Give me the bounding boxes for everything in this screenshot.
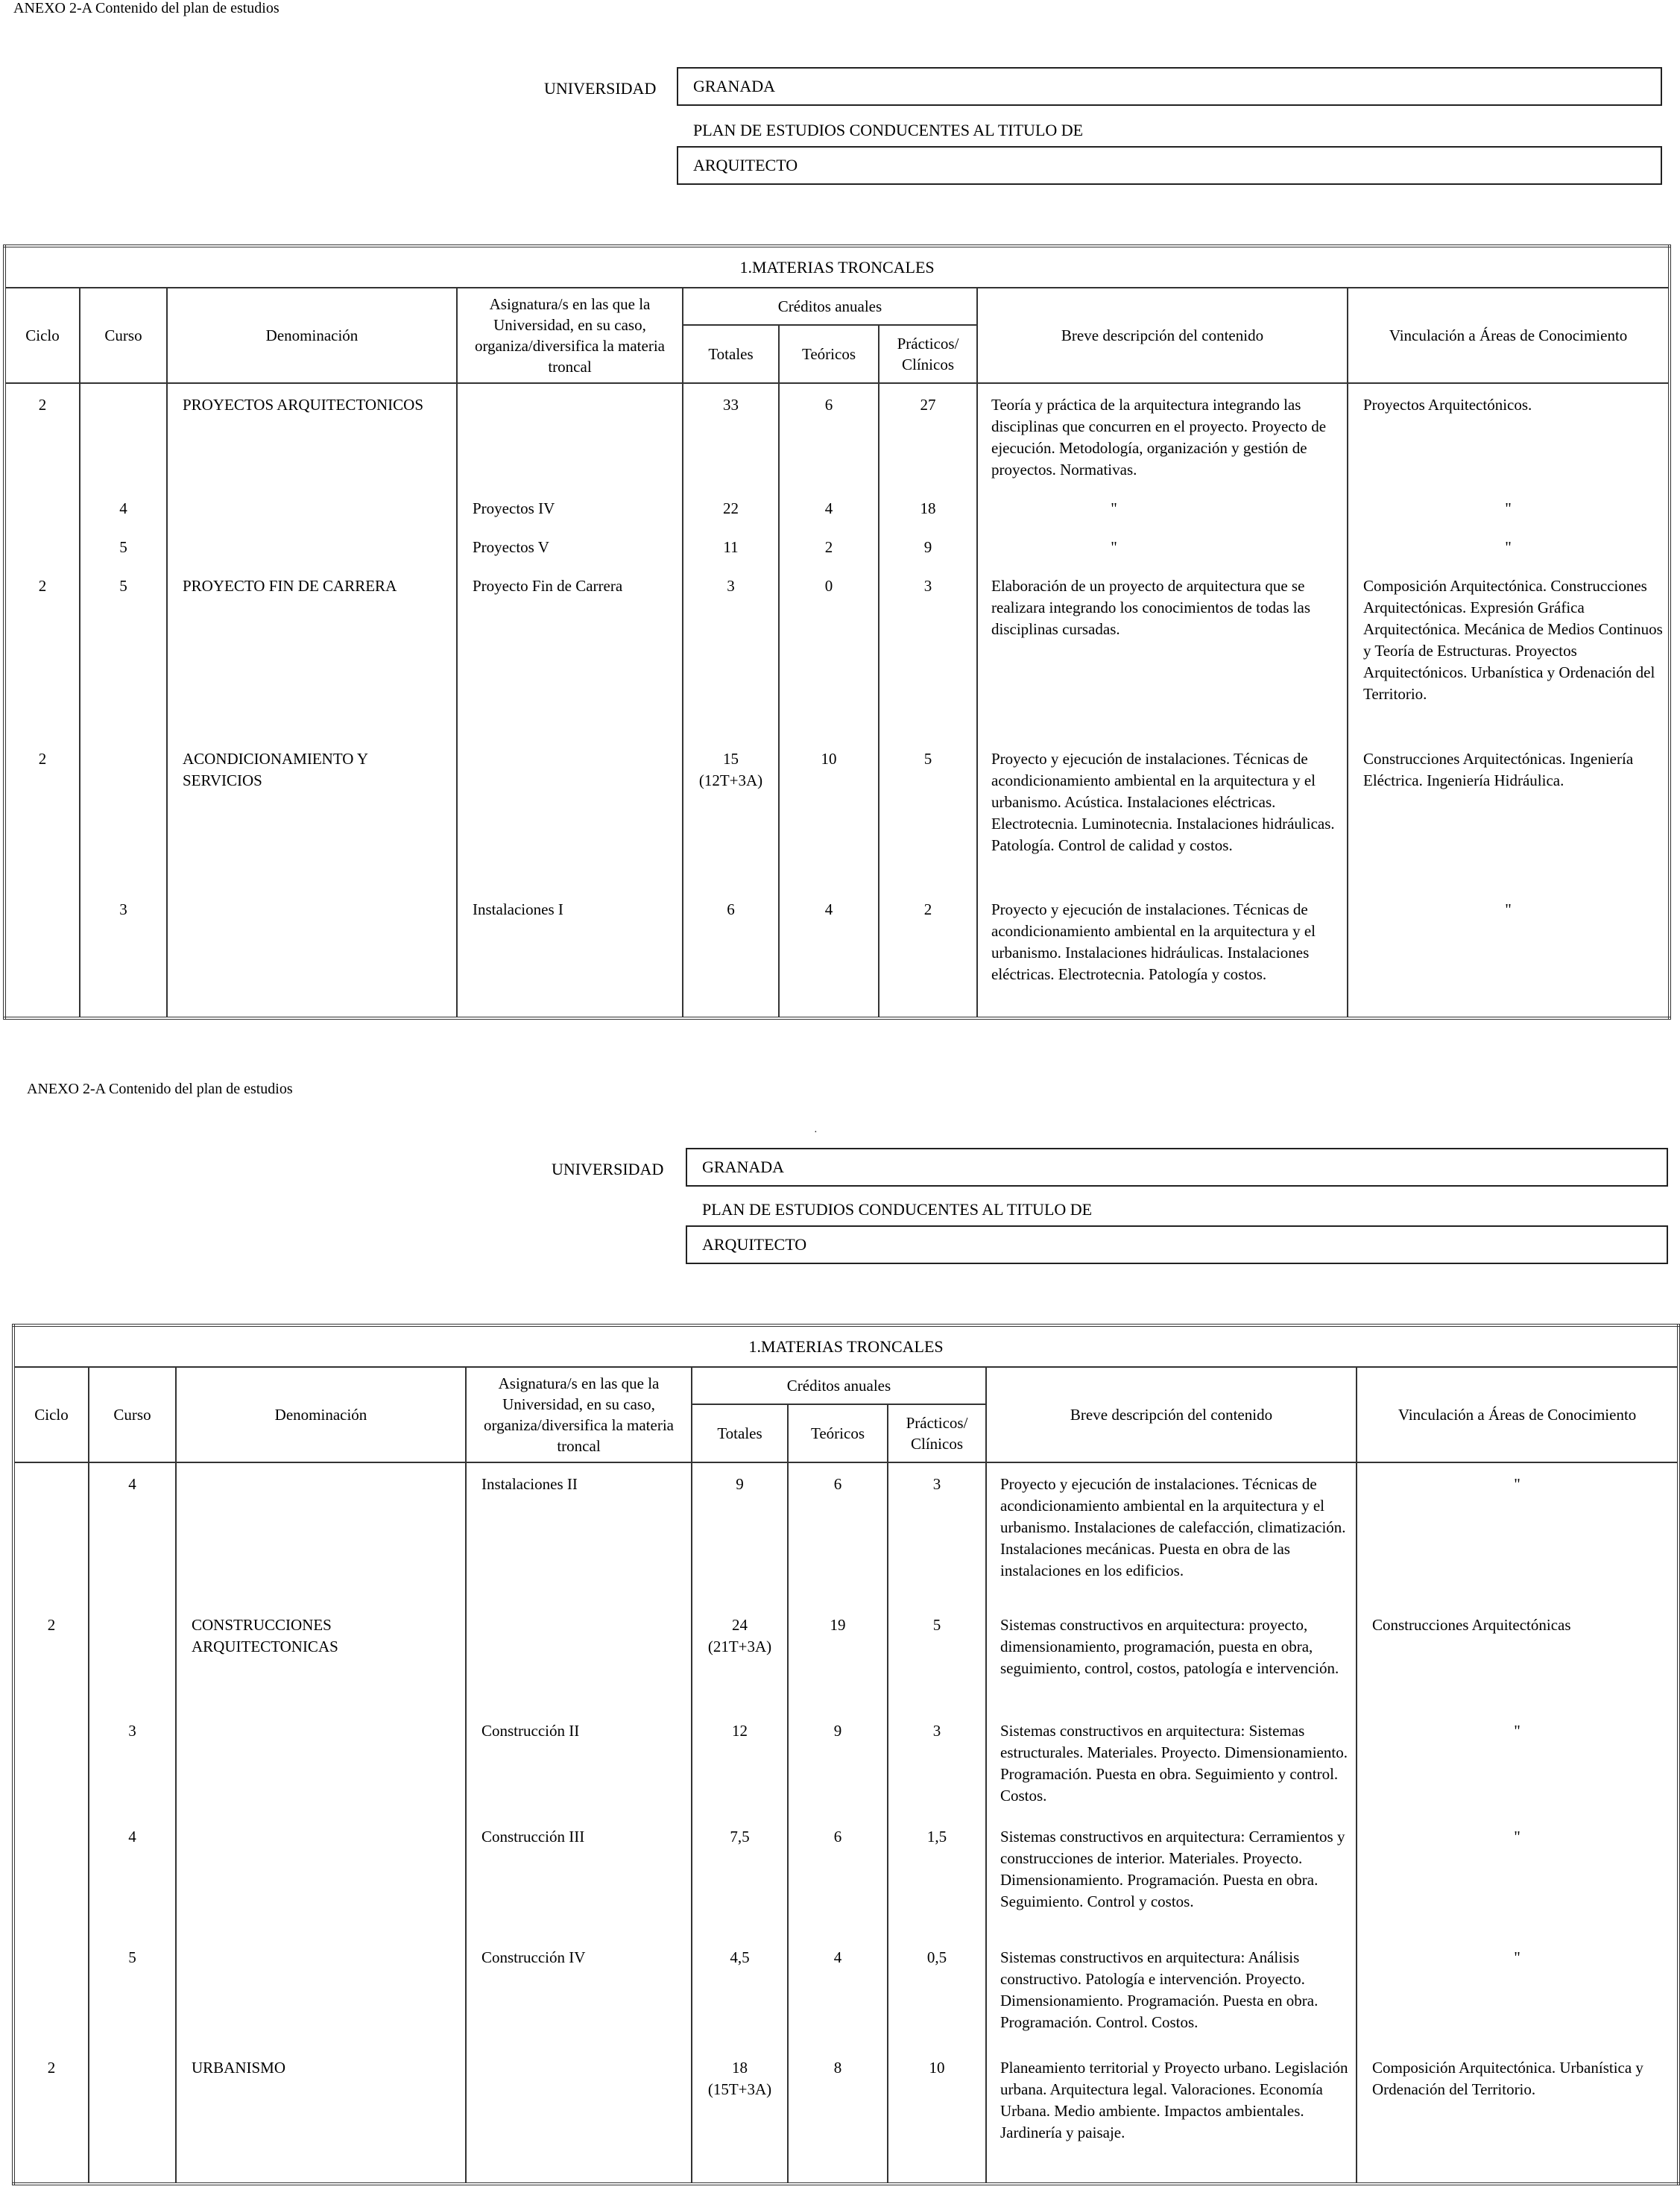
cell-ciclo: 2 (4, 748, 80, 899)
cell-totales: 6 (683, 899, 779, 1018)
plan-label: PLAN DE ESTUDIOS CONDUCENTES AL TITULO DE (693, 121, 1084, 139)
cell-vinculacion: " (1348, 537, 1670, 575)
table-title: 1.MATERIAS TRONCALES (4, 246, 1670, 288)
cell-descripcion: Sistemas constructivos en arquitectura: Sistemas estructurales. Materiales. Proyecto. Dimensionamiento. Programación. Puesta en obra. Seguimiento y control. Costos. (986, 1720, 1357, 1826)
header-creditos: Créditos anuales (683, 288, 977, 325)
header-curso: Curso (80, 288, 167, 383)
table-row (4, 537, 1670, 575)
table-row (4, 383, 1670, 498)
titulo-field: ARQUITECTO (686, 1225, 1668, 1264)
table-row (4, 575, 1670, 748)
cell-denominacion: PROYECTOS ARQUITECTONICOS (167, 383, 457, 498)
header-vinculacion: Vinculación a Áreas de Conocimiento (1348, 288, 1670, 383)
cell-practicos: 3 (888, 1462, 986, 1614)
cell-practicos: 0,5 (888, 1947, 986, 2057)
cell-teoricos: 6 (779, 383, 879, 498)
table-title: 1.MATERIAS TRONCALES (13, 1325, 1679, 1367)
cell-curso: 3 (80, 899, 167, 1018)
cell-vinculacion: " (1357, 1720, 1679, 1826)
cell-descripcion: " (977, 537, 1348, 575)
cell-asignatura (457, 748, 683, 899)
cell-teoricos: 2 (779, 537, 879, 575)
table-row (13, 1614, 1679, 1720)
cell-ciclo: 2 (13, 1614, 89, 1720)
header-curso: Curso (89, 1367, 176, 1462)
header-descripcion: Breve descripción del contenido (977, 288, 1348, 383)
cell-totales: 4,5 (692, 1947, 788, 2057)
cell-totales: 9 (692, 1462, 788, 1614)
universidad-field: GRANADA (686, 1148, 1668, 1187)
header-asignatura: Asignatura/s en las que la Universidad, en su caso, organiza/diversifica la materia troncal (457, 288, 683, 383)
cell-curso: 3 (89, 1720, 176, 1826)
cell-teoricos: 19 (788, 1614, 888, 1720)
cell-curso: 5 (80, 575, 167, 748)
materias-table (3, 244, 1671, 1020)
cell-curso (89, 2057, 176, 2184)
cell-denominacion (167, 537, 457, 575)
cell-practicos: 3 (879, 575, 977, 748)
cell-totales: 24 (21T+3A) (692, 1614, 788, 1720)
cell-teoricos: 4 (788, 1947, 888, 2057)
cell-asignatura (466, 2057, 692, 2184)
header-practicos: Prácticos/ Clínicos (888, 1404, 986, 1462)
cell-practicos: 2 (879, 899, 977, 1018)
cell-asignatura: Instalaciones I (457, 899, 683, 1018)
header-ciclo: Ciclo (4, 288, 80, 383)
cell-ciclo (4, 498, 80, 537)
cell-teoricos: 10 (779, 748, 879, 899)
cell-ciclo (4, 899, 80, 1018)
cell-denominacion: URBANISMO (176, 2057, 466, 2184)
cell-denominacion (176, 1826, 466, 1947)
cell-descripcion: Proyecto y ejecución de instalaciones. Técnicas de acondicionamiento ambiental en la arquitectura y el urbanismo. Acústica. Instalaciones eléctricas. Electrotecnia. Luminotecnia. Instalaciones hidráulicas. Patología. Control de calidad y costos. (977, 748, 1348, 899)
cell-curso (80, 748, 167, 899)
cell-teoricos: 6 (788, 1462, 888, 1614)
cell-vinculacion: Construcciones Arquitectónicas. Ingeniería Eléctrica. Ingeniería Hidráulica. (1348, 748, 1670, 899)
cell-ciclo: 2 (4, 575, 80, 748)
cell-curso: 5 (89, 1947, 176, 2057)
cell-asignatura: Proyectos IV (457, 498, 683, 537)
cell-denominacion (176, 1462, 466, 1614)
cell-asignatura (457, 383, 683, 498)
cell-practicos: 1,5 (888, 1826, 986, 1947)
cell-teoricos: 6 (788, 1826, 888, 1947)
cell-descripcion: Sistemas constructivos en arquitectura: proyecto, dimensionamiento, programación, puesta en obra, seguimiento, control, costos, patología e intervención. (986, 1614, 1357, 1720)
cell-totales: 12 (692, 1720, 788, 1826)
cell-practicos: 5 (888, 1614, 986, 1720)
cell-vinculacion: " (1348, 899, 1670, 1018)
table-row (13, 2057, 1679, 2184)
cell-asignatura: Construcción II (466, 1720, 692, 1826)
table-row (13, 1720, 1679, 1826)
anexo-heading: ANEXO 2-A Contenido del plan de estudios (27, 1081, 293, 1097)
anexo-heading: ANEXO 2-A Contenido del plan de estudios (13, 0, 280, 16)
scan-mark: · (814, 1127, 818, 1138)
cell-vinculacion: Construcciones Arquitectónicas (1357, 1614, 1679, 1720)
cell-curso: 4 (80, 498, 167, 537)
cell-teoricos: 8 (788, 2057, 888, 2184)
cell-practicos: 18 (879, 498, 977, 537)
cell-denominacion (176, 1947, 466, 2057)
header-vinculacion: Vinculación a Áreas de Conocimiento (1357, 1367, 1679, 1462)
cell-ciclo (4, 537, 80, 575)
universidad-field: GRANADA (677, 67, 1662, 106)
cell-descripcion: Elaboración de un proyecto de arquitectura que se realizara integrando los conocimientos de todas las disciplinas cursadas. (977, 575, 1348, 748)
cell-descripcion: Proyecto y ejecución de instalaciones. Técnicas de acondicionamiento ambiental en la arquitectura y el urbanismo. Instalaciones hidráulicas. Instalaciones eléctricas. Electrotecnia. Patología y costos. (977, 899, 1348, 1018)
table-row (13, 1826, 1679, 1947)
cell-vinculacion: " (1348, 498, 1670, 537)
universidad-label: UNIVERSIDAD (544, 79, 657, 98)
cell-vinculacion: " (1357, 1947, 1679, 2057)
cell-totales: 15 (12T+3A) (683, 748, 779, 899)
header-teoricos: Teóricos (779, 325, 879, 383)
cell-asignatura: Instalaciones II (466, 1462, 692, 1614)
cell-ciclo (13, 1462, 89, 1614)
table-title-row (13, 1325, 1679, 1367)
header-row (13, 1367, 1679, 1404)
cell-teoricos: 4 (779, 899, 879, 1018)
header-asignatura: Asignatura/s en las que la Universidad, en su caso, organiza/diversifica la materia troncal (466, 1367, 692, 1462)
cell-practicos: 3 (888, 1720, 986, 1826)
cell-denominacion (167, 498, 457, 537)
cell-vinculacion: Composición Arquitectónica. Urbanística y Ordenación del Territorio. (1357, 2057, 1679, 2184)
cell-totales: 18 (15T+3A) (692, 2057, 788, 2184)
cell-descripcion: Teoría y práctica de la arquitectura integrando las disciplinas que concurren en el proyecto. Proyecto de ejecución. Metodología, organización y gestión de proyectos. Normativas. (977, 383, 1348, 498)
cell-practicos: 9 (879, 537, 977, 575)
header-practicos: Prácticos/ Clínicos (879, 325, 977, 383)
cell-descripcion: Sistemas constructivos en arquitectura: Análisis constructivo. Patología e intervención. Proyecto. Dimensionamiento. Programación. Puesta en obra. Programación. Control. Costos. (986, 1947, 1357, 2057)
header-denominacion: Denominación (167, 288, 457, 383)
cell-denominacion: ACONDICIONAMIENTO Y SERVICIOS (167, 748, 457, 899)
cell-curso: 5 (80, 537, 167, 575)
cell-totales: 33 (683, 383, 779, 498)
table-row (4, 748, 1670, 899)
cell-denominacion (167, 899, 457, 1018)
cell-descripcion: " (977, 498, 1348, 537)
table-title-row (4, 246, 1670, 288)
table-row (4, 498, 1670, 537)
header-teoricos: Teóricos (788, 1404, 888, 1462)
header-ciclo: Ciclo (13, 1367, 89, 1462)
cell-ciclo: 2 (4, 383, 80, 498)
cell-asignatura: Construcción III (466, 1826, 692, 1947)
cell-totales: 11 (683, 537, 779, 575)
cell-practicos: 10 (888, 2057, 986, 2184)
header-denominacion: Denominación (176, 1367, 466, 1462)
cell-totales: 3 (683, 575, 779, 748)
cell-descripcion: Sistemas constructivos en arquitectura: Cerramientos y construcciones de interior. Materiales. Proyecto. Dimensionamiento. Programación. Puesta en obra. Seguimiento. Control y costos. (986, 1826, 1357, 1947)
cell-vinculacion: " (1357, 1826, 1679, 1947)
cell-curso (89, 1614, 176, 1720)
cell-denominacion: CONSTRUCCIONES ARQUITECTONICAS (176, 1614, 466, 1720)
cell-curso: 4 (89, 1462, 176, 1614)
cell-totales: 22 (683, 498, 779, 537)
cell-asignatura: Proyecto Fin de Carrera (457, 575, 683, 748)
cell-practicos: 27 (879, 383, 977, 498)
cell-vinculacion: " (1357, 1462, 1679, 1614)
cell-denominacion (176, 1720, 466, 1826)
cell-asignatura: Construcción IV (466, 1947, 692, 2057)
table-row (13, 1462, 1679, 1614)
table-row (4, 899, 1670, 1018)
table-row (13, 1947, 1679, 2057)
cell-vinculacion: Composición Arquitectónica. Construcciones Arquitectónicas. Expresión Gráfica Arquitectónica. Mecánica de Medios Continuos y Teoría de Estructuras. Proyectos Arquitectónicos. Urbanística y Ordenación del Territorio. (1348, 575, 1670, 748)
cell-teoricos: 9 (788, 1720, 888, 1826)
header-totales: Totales (683, 325, 779, 383)
header-descripcion: Breve descripción del contenido (986, 1367, 1357, 1462)
header-row (4, 288, 1670, 325)
plan-label: PLAN DE ESTUDIOS CONDUCENTES AL TITULO DE (702, 1200, 1093, 1219)
cell-vinculacion: Proyectos Arquitectónicos. (1348, 383, 1670, 498)
cell-ciclo (13, 1947, 89, 2057)
cell-denominacion: PROYECTO FIN DE CARRERA (167, 575, 457, 748)
cell-descripcion: Planeamiento territorial y Proyecto urbano. Legislación urbana. Arquitectura legal. Valoraciones. Economía Urbana. Medio ambiente. Impactos ambientales. Jardinería y paisaje. (986, 2057, 1357, 2184)
cell-totales: 7,5 (692, 1826, 788, 1947)
titulo-field: ARQUITECTO (677, 146, 1662, 185)
header-totales: Totales (692, 1404, 788, 1462)
cell-teoricos: 4 (779, 498, 879, 537)
universidad-label: UNIVERSIDAD (552, 1160, 664, 1178)
cell-asignatura: Proyectos V (457, 537, 683, 575)
cell-asignatura (466, 1614, 692, 1720)
cell-curso (80, 383, 167, 498)
cell-ciclo (13, 1826, 89, 1947)
cell-descripcion: Proyecto y ejecución de instalaciones. Técnicas de acondicionamiento ambiental en la arquitectura y el urbanismo. Instalaciones de calefacción, climatización. Instalaciones mecánicas. Puesta en obra de las instalaciones en los edificios. (986, 1462, 1357, 1614)
materias-table (12, 1324, 1680, 2185)
cell-ciclo (13, 1720, 89, 1826)
cell-practicos: 5 (879, 748, 977, 899)
cell-ciclo: 2 (13, 2057, 89, 2184)
header-creditos: Créditos anuales (692, 1367, 986, 1404)
cell-curso: 4 (89, 1826, 176, 1947)
cell-teoricos: 0 (779, 575, 879, 748)
